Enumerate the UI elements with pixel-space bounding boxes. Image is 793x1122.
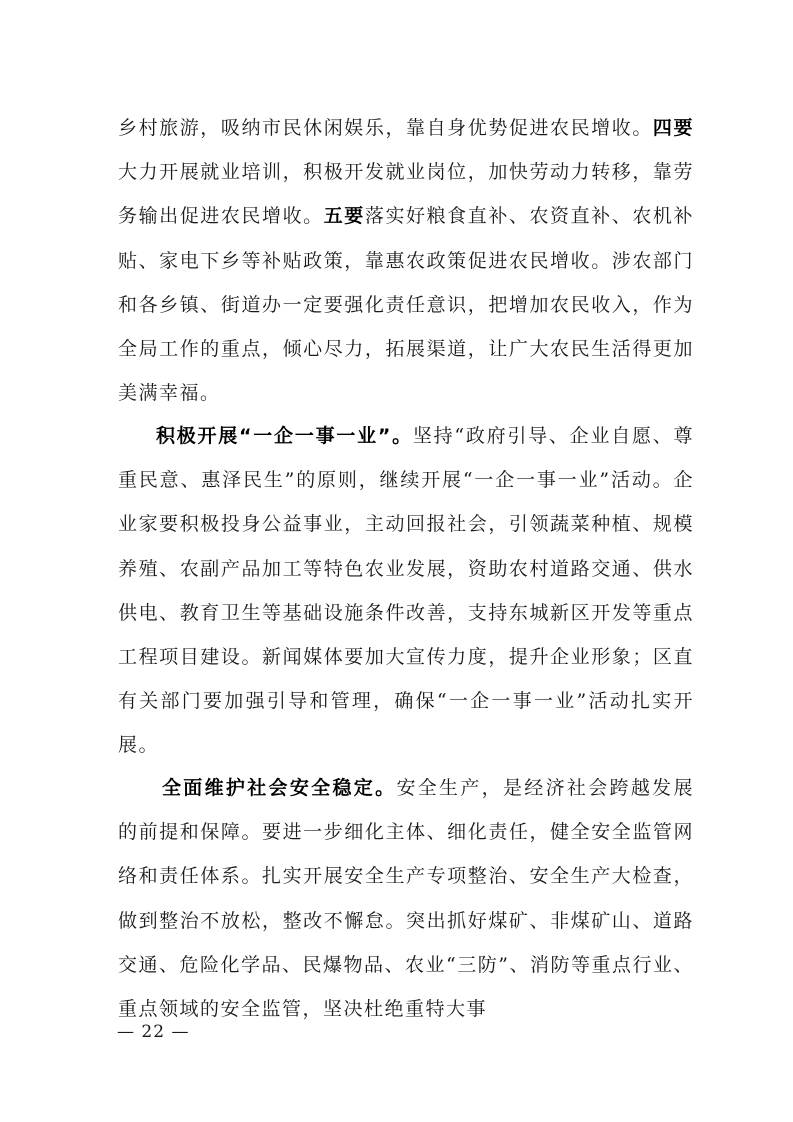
paragraph-one-enterprise	[118, 414, 694, 768]
paragraph-social-safety	[118, 766, 694, 1031]
text-segment: 安全生产，是经济社会跨越发展的前提和保障。要进一步细化主体、细化责任，健全安全监管网络和责任体系。扎实开展安全生产专项整治、安全生产大检查，做到整治不放松，整改不懈怠。突出抓好煤矿、非煤矿山、道路交通、危险化学品、民爆物品、农业“三防”、消防等重点行业、重点领域的安全监管，坚决杜绝重特大事	[118, 777, 694, 1021]
text-segment: 大力开展就业培训，积极开发就业岗位，加快劳动力转移，靠劳务输出促进农民增收。	[118, 161, 694, 228]
text-segment: 乡村旅游，吸纳市民休闲娱乐，靠自身优势促进农民增收。	[118, 117, 653, 139]
text-segment: 落实好粮食直补、农资直补、农机补贴、家电下乡等补贴政策，靠惠农政策促进农民增收。涉农部门和各乡镇、街道办一定要强化责任意识，把增加农民收入，作为全局工作的重点，倾心尽力，拓展渠道，让广大农民生活得更加美满幸福。	[118, 205, 694, 405]
paragraph-heading: 全面维护社会安全稳定。	[162, 777, 397, 799]
bold-keyword: 四要	[652, 117, 694, 139]
paragraph-heading: 积极开展“一企一事一业”。	[156, 425, 413, 447]
text-segment: 坚持“政府引导、企业自愿、尊重民意、惠泽民生”的原则，继续开展“一企一事一业”活动。企业家要积极投身公益事业，主动回报社会，引领蔬菜种植、规模养殖、农副产品加工等特色农业发展，资助农村道路交通、供水供电、教育卫生等基础设施条件改善，支持东城新区开发等重点工程项目建设。新闻媒体要加大宣传力度，提升企业形象；区直有关部门要加强引导和管理，确保“一企一事一业”活动扎实开展。	[118, 425, 694, 757]
paragraph-farmer-income	[118, 106, 694, 415]
page-number: — 22 —	[117, 1022, 190, 1042]
bold-keyword: 五要	[323, 205, 365, 228]
